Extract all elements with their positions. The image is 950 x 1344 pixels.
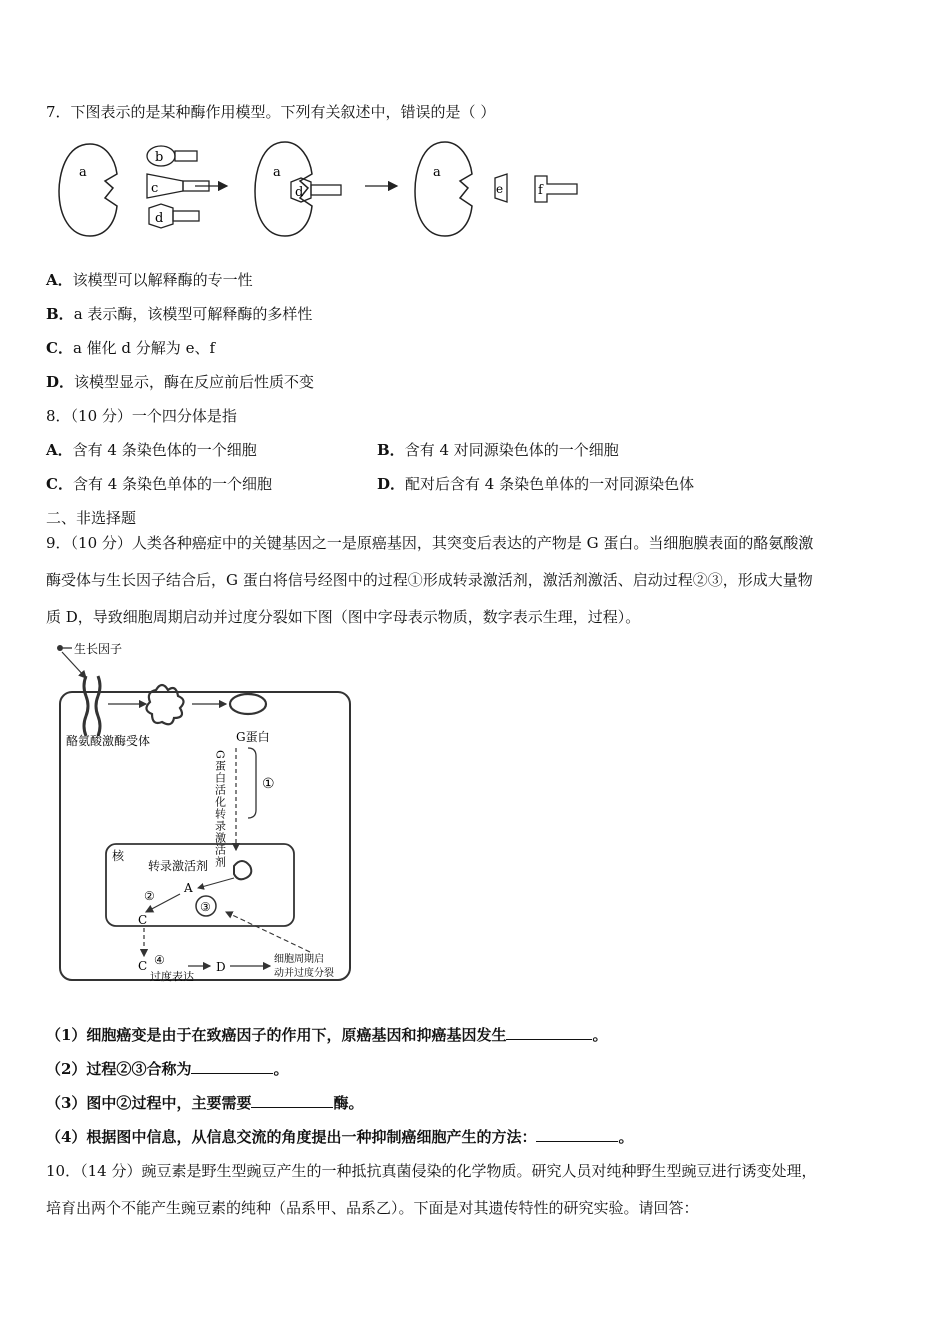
q7-option-c: C．a 催化 d 分解为 e、f bbox=[46, 339, 215, 357]
q7-option-a: A．该模型可以解释酶的专一性 bbox=[46, 271, 253, 289]
label-c: c bbox=[151, 181, 159, 196]
step1-label: ① bbox=[262, 776, 275, 792]
enzyme-a-2 bbox=[255, 142, 312, 236]
q7-stem: 7．下图表示的是某种酶作用模型。下列有关叙述中，错误的是（ ） bbox=[46, 103, 496, 121]
cycle-label-1: 细胞周期启 bbox=[274, 954, 324, 965]
step3-label: ③ bbox=[200, 900, 211, 914]
q9-stem-line2: 酶受体与生长因子结合后，G 蛋白将信号经图中的过程①形成转录激活剂，激活剂激活、启动过程②③，形成大量物 bbox=[46, 571, 813, 589]
label-f: f bbox=[538, 183, 543, 198]
vertical-chain-label: G蛋白活化转录激活剂 bbox=[213, 750, 227, 868]
q10-stem-line1: 10．（14 分）豌豆素是野生型豌豆产生的一种抵抗真菌侵染的化学物质。研究人员对纯种野生型豌豆进行诱变处理， bbox=[46, 1162, 817, 1180]
q8-option-a: A．含有 4 条染色体的一个细胞 bbox=[46, 441, 257, 459]
enzyme-a-3 bbox=[415, 142, 472, 236]
label-a-1: a bbox=[79, 165, 87, 180]
answer-blank-1[interactable] bbox=[506, 1025, 592, 1040]
activator-label: 转录激活剂 bbox=[148, 859, 209, 873]
label-e: e bbox=[496, 182, 504, 196]
q9-sub-3: （3）图中②过程中，主要需要 酶。 bbox=[46, 1094, 364, 1112]
nucleus-label: 核 bbox=[112, 849, 125, 863]
overexpress-label: 过度表达 bbox=[150, 970, 194, 983]
kinase-blob-icon bbox=[146, 685, 183, 724]
label-a-3: a bbox=[433, 165, 441, 180]
label-d-2: d bbox=[295, 185, 304, 200]
q9-stem-line1: 9．（10 分）人类各种癌症中的关键基因之一是原癌基因，其突变后表达的产物是 G 蛋白。当细胞膜表面的酪氨酸激 bbox=[46, 534, 814, 552]
answer-blank-2[interactable] bbox=[191, 1059, 273, 1074]
enzyme-a-1 bbox=[59, 144, 117, 236]
receptor-label: 酪氨酸激酶受体 bbox=[66, 734, 151, 748]
q8-option-c: C．含有 4 条染色单体的一个细胞 bbox=[46, 475, 273, 493]
cancer-signal-diagram bbox=[48, 640, 388, 1000]
label-a-2: a bbox=[273, 165, 281, 180]
q9-sub-1: （1）细胞癌变是由于在致癌因子的作用下，原癌基因和抑癌基因发生 。 bbox=[46, 1026, 608, 1044]
q9-sub-2: （2）过程②③合称为 。 bbox=[46, 1060, 289, 1078]
q10-stem-line2: 培育出两个不能产生豌豆素的纯种（品系甲、品系乙）。下面是对其遗传特性的研究实验。请回答： bbox=[46, 1199, 699, 1217]
q9-sub-4: （4）根据图中信息，从信息交流的角度提出一种抑制癌细胞产生的方法： 。 bbox=[46, 1128, 634, 1146]
q7-option-b: B．a 表示酶，该模型可解释酶的多样性 bbox=[46, 305, 313, 323]
label-b: b bbox=[155, 150, 164, 165]
q8-option-d: D．配对后含有 4 条染色单体的一对同源染色体 bbox=[377, 475, 695, 493]
label-C-1: C bbox=[138, 913, 148, 927]
cycle-label-2: 动并过度分裂 bbox=[274, 968, 334, 979]
section-heading: 二、非选择题 bbox=[46, 509, 137, 527]
q7-option-d: D．该模型显示，酶在反应前后性质不变 bbox=[46, 373, 315, 391]
step4-label-a: ④ bbox=[154, 953, 165, 967]
q8-stem: 8．（10 分）一个四分体是指 bbox=[46, 407, 237, 425]
label-A: A bbox=[184, 881, 193, 895]
label-d-1: d bbox=[155, 211, 164, 226]
step2-label: ② bbox=[144, 889, 155, 903]
g-protein-icon bbox=[230, 694, 266, 714]
label-D: D bbox=[216, 960, 226, 974]
answer-blank-4[interactable] bbox=[536, 1127, 618, 1142]
receptor-icon bbox=[84, 676, 100, 736]
answer-blank-3[interactable] bbox=[251, 1093, 333, 1108]
growth-factor-label: 生长因子 bbox=[74, 642, 123, 656]
label-C-2: C bbox=[138, 959, 148, 973]
q8-option-b: B．含有 4 对同源染色体的一个细胞 bbox=[377, 441, 619, 459]
activator-icon bbox=[234, 861, 251, 879]
enzyme-model-diagram bbox=[55, 136, 615, 246]
q9-stem-line3: 质 D，导致细胞周期启动并过度分裂如下图（图中字母表示物质，数字表示生理，过程）。 bbox=[46, 608, 641, 626]
g-protein-label: G蛋白 bbox=[236, 730, 270, 744]
